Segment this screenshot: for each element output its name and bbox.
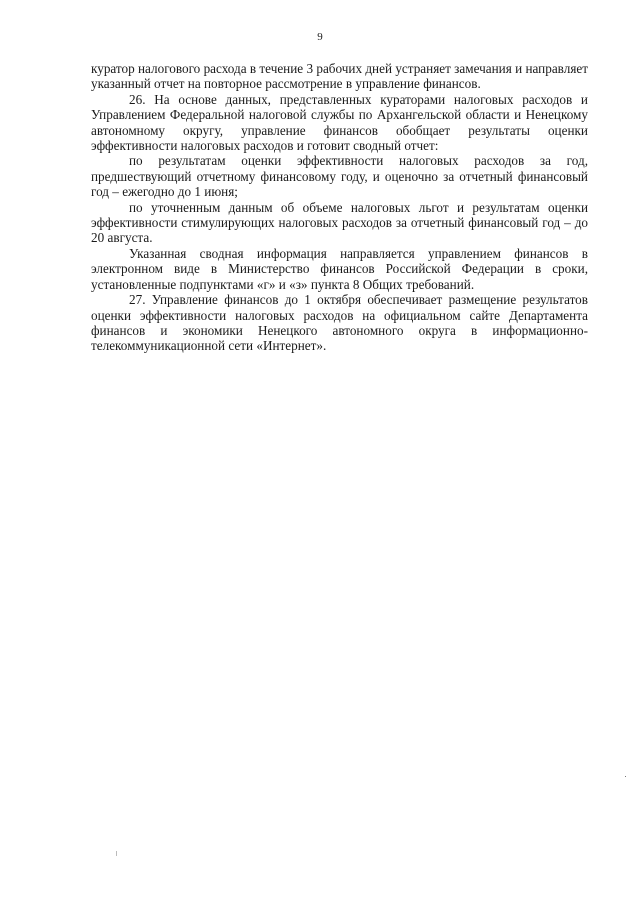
paragraph-continuation: куратор налогового расхода в течение 3 рабочих дней устраняет замечания и направляет указанный отчет на повторное рассмотрение в управление финансов. [91,61,588,92]
page-number: 9 [317,31,323,43]
paragraph-summary-submission: Указанная сводная информация направляется управлением финансов в электронном виде в Министерство финансов Российской Федерации в сроки, установленные подпунктами «г» и «з» пункта 8 Общих требований. [91,245,588,292]
paragraph-report-deadline-august: по уточненным данным об объеме налоговых льгот и результатам оценки эффективности стимулирующих налоговых расходов за отчетный финансовый год – до 20 августа. [91,199,588,246]
scan-speck [116,851,117,856]
paragraph-item-27: 27. Управление финансов до 1 октября обеспечивает размещение результатов оценки эффективности налоговых расходов на официальном сайте Департамента финансов и экономики Ненецкого автономного округа в информационно-телекоммуникационной сети «Интернет». [91,292,588,354]
scan-speck [625,776,626,777]
document-body [91,61,588,354]
paragraph-report-deadline-june: по результатам оценки эффективности налоговых расходов за год, предшествующий отчетному финансовому году, и оценочно за отчетный финансовый год – ежегодно до 1 июня; [91,153,588,200]
paragraph-item-26: 26. На основе данных, представленных кураторами налоговых расходов и Управлением Федеральной налоговой службы по Архангельской области и Ненецкому автономному округу, управление финансов обобщает результаты оценки эффективности налоговых расходов и готовит сводный отчет: [91,91,588,154]
